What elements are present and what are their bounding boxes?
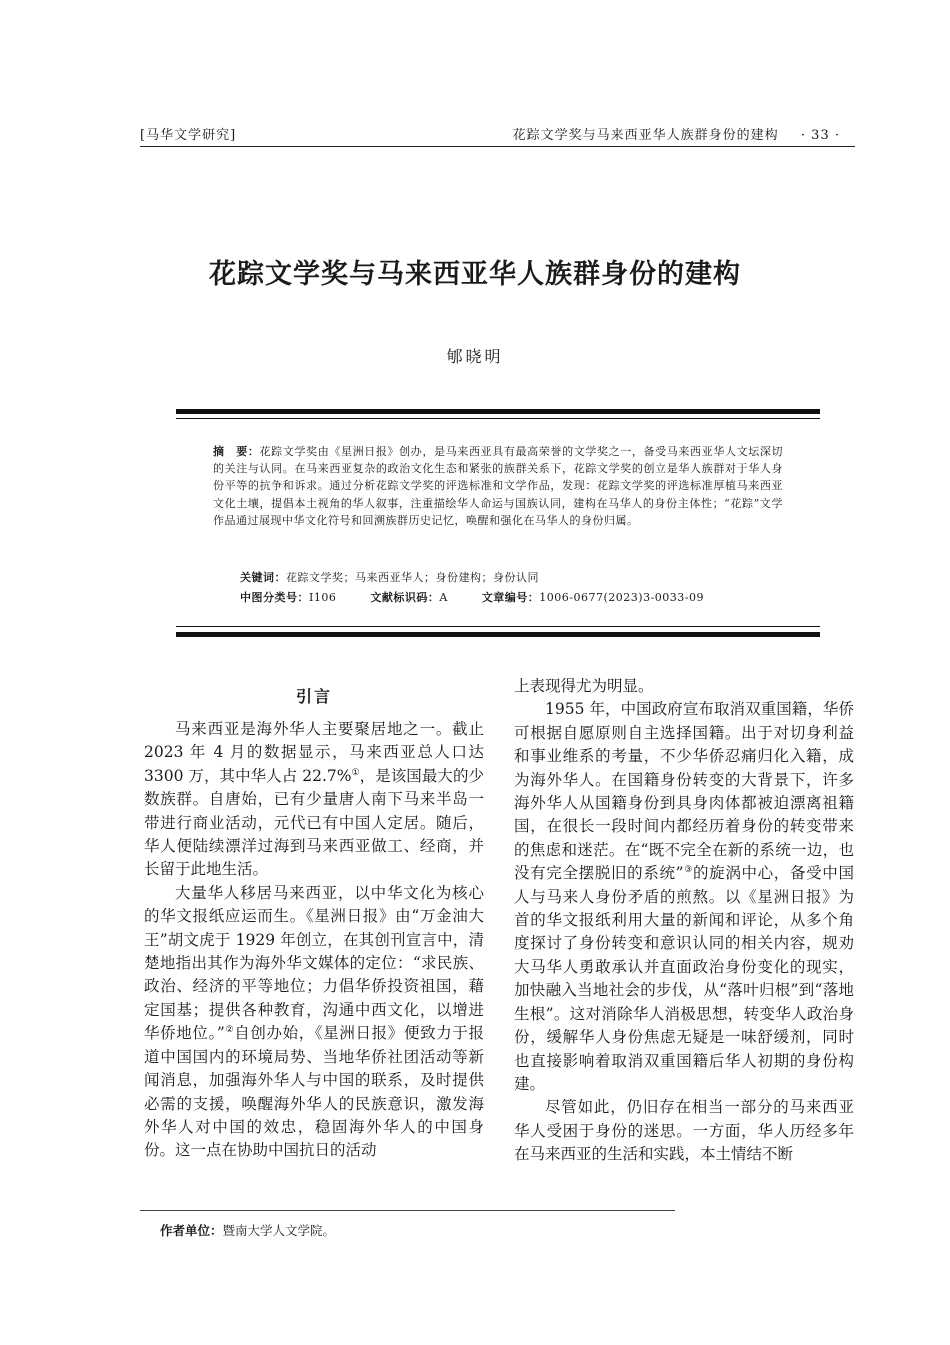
left-p1-text: 马来西亚是海外华人主要聚居地之一。截止 2023 年 4 月的数据显示，马来西亚总人口达 3300 万，其中华人占 22.7%: [144, 720, 484, 785]
clc-label: 中图分类号：: [240, 591, 309, 604]
abstract-text: 花踪文学奖由《星洲日报》创办，是马来西亚具有最高荣誉的文学奖之一，备受马来西亚华人文坛深切的关注与认同。在马来西亚复杂的政治文化生态和紧张的族群关系下，花踪文学奖的创立是华人族群对于华人身份平等的抗争和诉求。通过分析花踪文学奖的评选标准和文学作品，发现：花踪文学奖的评选标准厚植马来西亚文化土壤，提倡本土视角的华人叙事，注重描绘华人命运与国族认同，建构在马华人的身份主体性；“花踪”文学作品通过展现中华文化符号和回溯族群历史记忆，唤醒和强化在马华人的身份归属。: [213, 445, 784, 527]
journal-section-tag: [马华文学研究]: [140, 128, 237, 143]
footnote-ref-1: ①: [351, 767, 360, 778]
right-p1-rest: 的旋涡中心，备受中国人与马来人身份矛盾的煎熬。以《星洲日报》为首的华文报纸利用大量的新闻和评论，从多个角度探讨了身份转变和意识认同的相关内容，规劝大马华人勇敢承认并直面政治身份变化的现实，加快融入当地社会的步伐，从“落叶归根”到“落地生根”。这对消除华人消极思想，转变华人政治身份，缓解华人身份焦虑无疑是一味舒缓剂，同时也直接影响着取消双重国籍后华人初期的身份构建。: [514, 864, 854, 1093]
author-name: 郇晓明: [446, 347, 504, 366]
left-p1-rest: ，是该国最大的少数族群。自唐始，已有少量唐人南下马来半岛一带进行商业活动，元代已有中国人定居。随后，华人便陆续漂洋过海到马来西亚做工、经商，并长留于此地生活。: [144, 766, 484, 879]
article-number-label: 文章编号：: [481, 591, 540, 604]
right-paragraph-1: [514, 698, 854, 1096]
header-rule: [140, 146, 855, 147]
footnote-ref-2: ②: [224, 1025, 235, 1036]
classification-line: [240, 589, 704, 605]
abstract-bottom-thin-rule: [176, 626, 820, 627]
keywords-text: 花踪文学奖；马来西亚华人；身份建构；身份认同: [286, 571, 539, 584]
left-paragraph-2: [144, 882, 484, 1163]
footnote-rule: [140, 1210, 675, 1211]
affiliation-label: 作者单位：: [160, 1223, 223, 1238]
running-title: 花踪文学奖与马来西亚华人族群身份的建构: [512, 128, 779, 143]
left-paragraph-1: [144, 718, 484, 882]
page-number: · 33 ·: [800, 128, 840, 143]
running-header: [513, 124, 840, 143]
affiliation-text: 暨南大学人文学院。: [222, 1223, 336, 1238]
right-column: [514, 675, 854, 1167]
left-p2-rest: 自创办始，《星洲日报》便致力于报道中国国内的环境局势、当地华侨社团活动等新闻消息，加强海外华人与中国的联系，及时提供必需的支援，唤醒海外华人的民族意识，激发海外华人对中国的效忠，稳固海外华人的中国身份。这一点在协助中国抗日的活动: [144, 1024, 484, 1160]
abstract-top-thick-rule: [176, 409, 820, 414]
footnote-ref-3: ③: [683, 865, 693, 876]
doc-code-value: A: [439, 591, 448, 604]
article-number-value: 1006-0677(2023)3-0033-09: [539, 591, 705, 604]
doc-code-label: 文献标识码：: [370, 591, 440, 604]
abstract-label: 摘 要：: [213, 445, 260, 458]
author-affiliation-footnote: [160, 1221, 335, 1239]
section-heading-introduction: 引言: [295, 687, 332, 706]
abstract-bottom-thick-rule: [176, 632, 820, 637]
left-column: [144, 718, 484, 1163]
keywords-line: [240, 569, 539, 585]
right-p1-text: 1955 年，中国政府宣布取消双重国籍，华侨可根据自愿原则自主选择国籍。出于对切身利益和事业维系的考量，不少华侨忍痛归化入籍，成为海外华人。在国籍身份转变的大背景下，许多海外华人从国籍身份到具身肉体都被迫漂离祖籍国，在很长一段时间内都经历着身份的转变带来的焦虑和迷茫。在“既不完全在新的系统一边，也没有完全摆脱旧的系统”: [514, 700, 854, 883]
keywords-label: 关键词：: [240, 571, 286, 584]
abstract-block: [213, 443, 783, 529]
right-paragraph-0: 上表现得尤为明显。: [514, 677, 654, 695]
right-paragraph-2: 尽管如此，仍旧存在相当一部分的马来西亚华人受困于身份的迷思。一方面，华人历经多年在马来西亚的生活和实践，本土情结不断: [514, 1098, 854, 1164]
left-p2-text: 大量华人移居马来西亚，以中华文化为核心的华文报纸应运而生。《星洲日报》由“万金油大王”胡文虎于 1929 年创立，在其创刊宣言中，清楚地指出其作为海外华文媒体的定位：“求民族、政治、经济的平等地位；力倡华侨投资祖国，藉定国基；提供各种教育，沟通中西文化，以增进华侨地位。”: [144, 883, 484, 1043]
article-title: 花踪文学奖与马来西亚华人族群身份的建构: [209, 259, 741, 290]
abstract-top-thin-rule: [176, 418, 820, 419]
clc-value: I106: [309, 591, 337, 604]
